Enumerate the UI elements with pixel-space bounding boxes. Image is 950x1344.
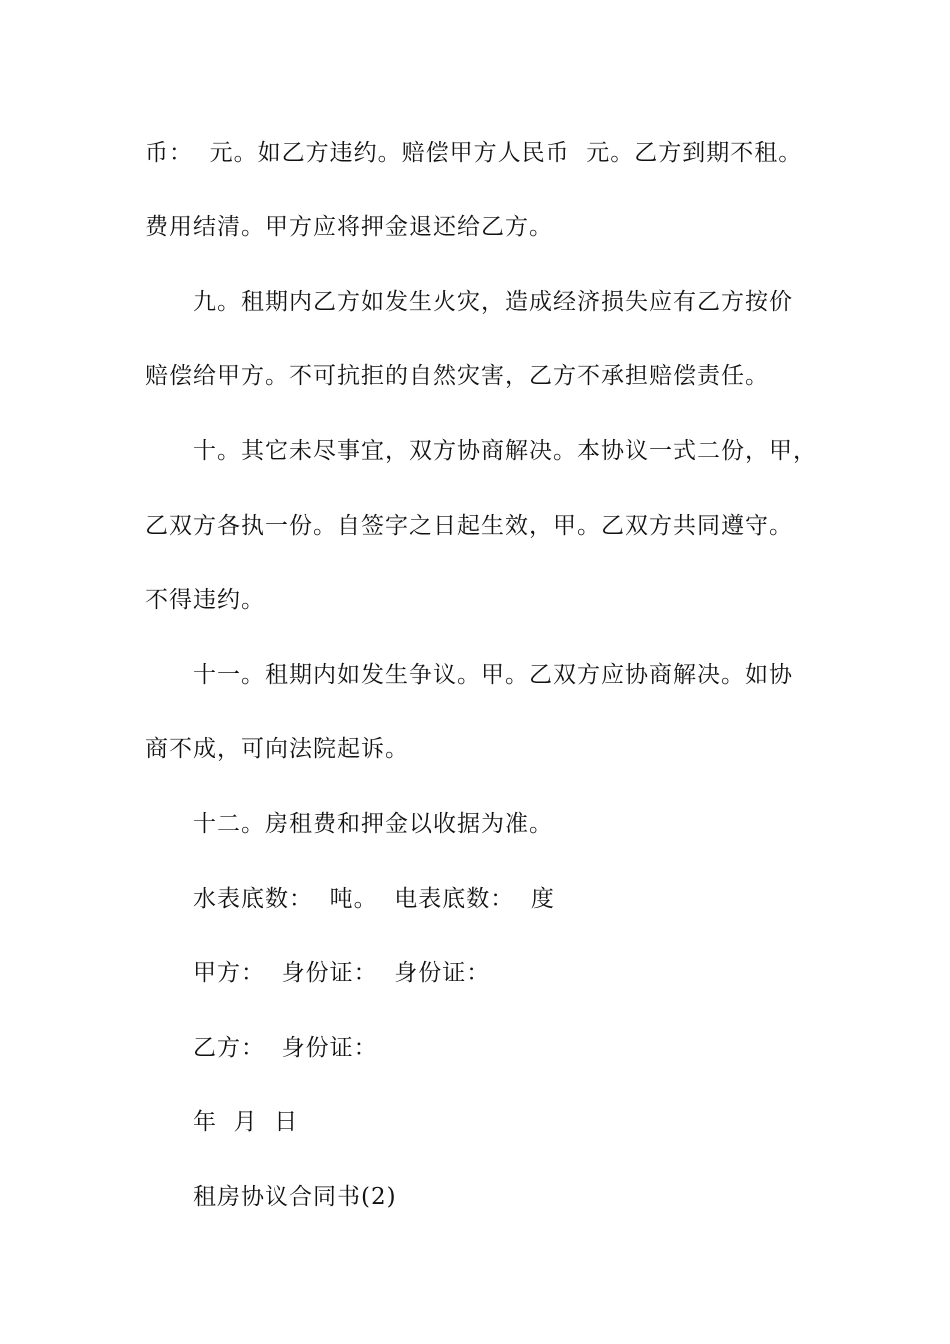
party-a-signature-line: 甲方： 身份证： 身份证： xyxy=(193,960,491,986)
text-line: 赔偿给甲方。不可抗拒的自然灾害，乙方不承担赔偿责任。 xyxy=(145,363,769,389)
text-line: 商不成，可向法院起诉。 xyxy=(145,736,409,762)
next-document-title: 租房协议合同书(2) xyxy=(193,1184,397,1210)
paragraph-nine: 九。租期内乙方如发生火灾，造成经济损失应有乙方按价 xyxy=(193,289,793,315)
date-line: 年 月 日 xyxy=(193,1109,299,1135)
paragraph-ten: 十。其它未尽事宜，双方协商解决。本协议一式二份，甲， xyxy=(193,438,817,464)
paragraph-twelve: 十二。房租费和押金以收据为准。 xyxy=(193,811,553,837)
text-line: 乙双方各执一份。自签字之日起生效，甲。乙双方共同遵守。 xyxy=(145,513,793,539)
paragraph-eleven: 十一。租期内如发生争议。甲。乙双方应协商解决。如协 xyxy=(193,662,793,688)
text-line: 币： 元。如乙方违约。赔偿甲方人民币 元。乙方到期不租。 xyxy=(145,140,803,166)
text-line: 费用结清。甲方应将押金退还给乙方。 xyxy=(145,214,553,240)
text-line: 不得违约。 xyxy=(145,587,265,613)
party-b-signature-line: 乙方： 身份证： xyxy=(193,1035,378,1061)
meter-readings-line: 水表底数： 吨。 电表底数： 度 xyxy=(193,886,555,912)
